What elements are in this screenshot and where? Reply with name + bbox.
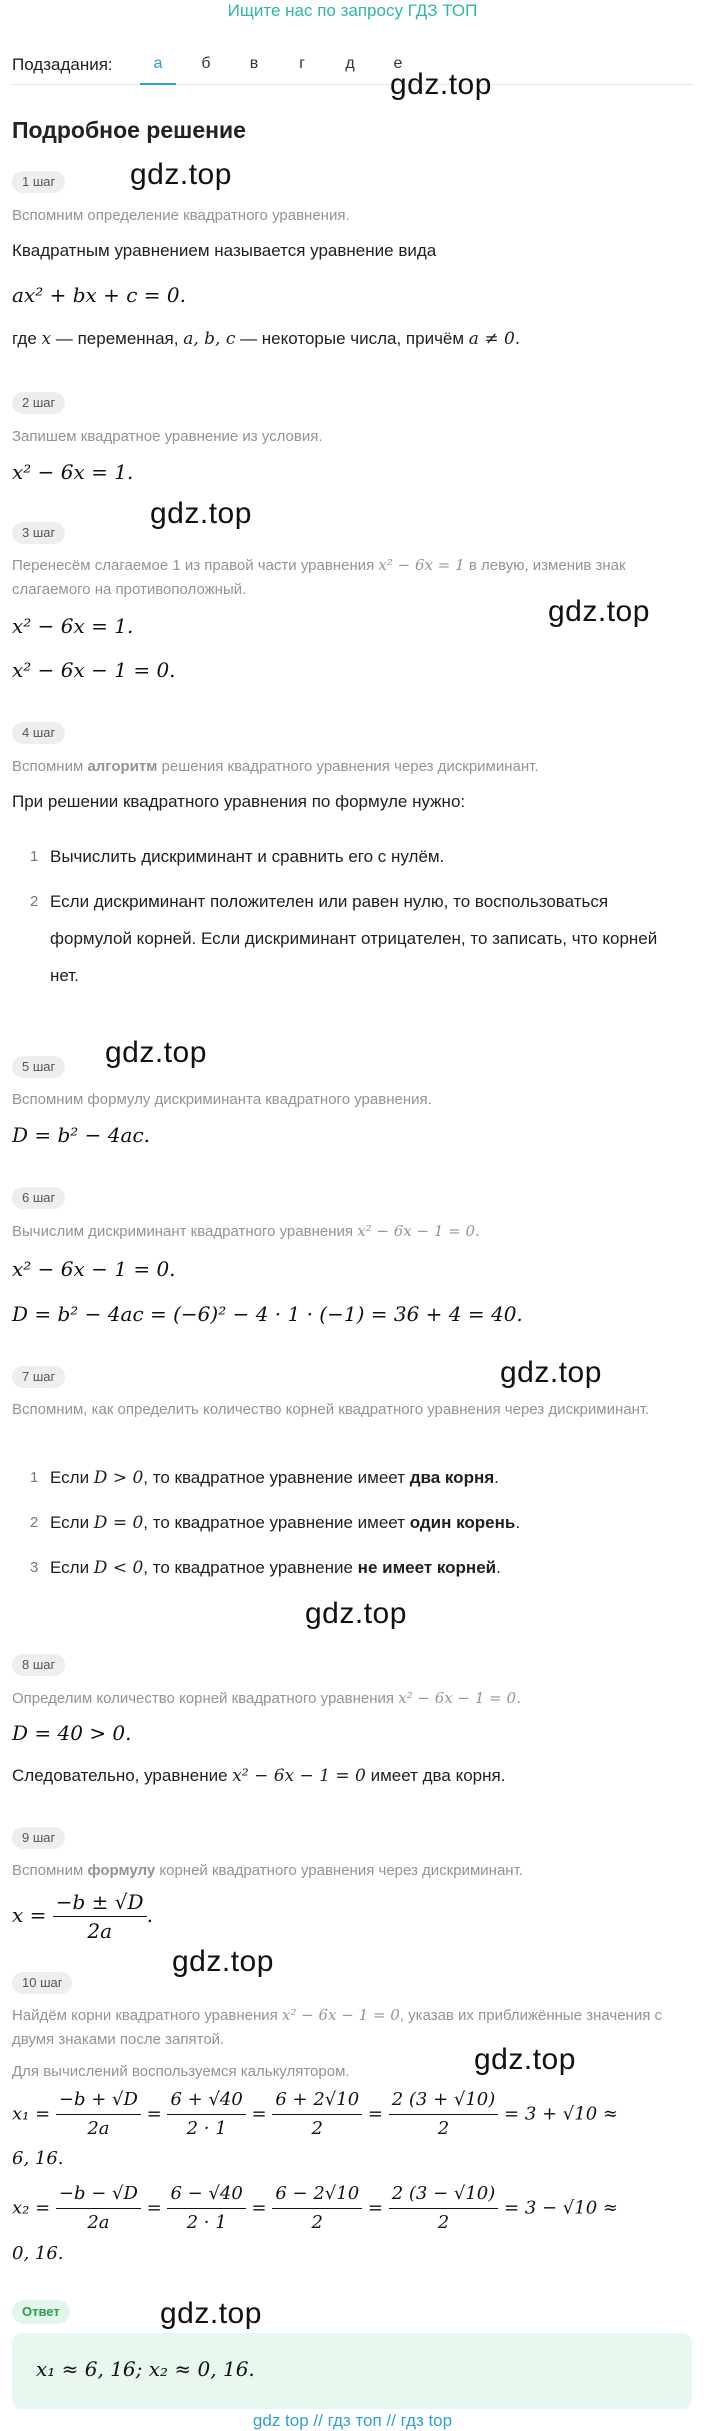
watermark: gdz.top: [105, 1036, 207, 1069]
watermark: gdz.top: [548, 595, 650, 628]
list-number: 3: [30, 1559, 39, 1576]
answer-text: x₁ ≈ 6, 16; x₂ ≈ 0, 16.: [36, 2357, 255, 2381]
step-pill: 3 шаг: [12, 522, 65, 544]
tab-g[interactable]: г: [299, 55, 305, 72]
list-item: Вычислить дискриминант и сравнить его с нулём.: [50, 847, 445, 866]
watermark: gdz.top: [160, 2297, 262, 2330]
list-number: 1: [30, 1469, 39, 1486]
step-text: где x — переменная, a, b, c — некоторые числа, причём a ≠ 0.: [12, 329, 521, 349]
formula: D = 40 > 0.: [12, 1721, 132, 1745]
step-hint: Запишем квадратное уравнение из условия.: [12, 428, 323, 445]
tab-b[interactable]: б: [201, 55, 211, 72]
step-pill: 7 шаг: [12, 1366, 65, 1388]
root-x2-value: 0, 16.: [12, 2243, 64, 2264]
list-item: Если D > 0, то квадратное уравнение имеет два корня.: [50, 1468, 499, 1488]
step-hint: Вспомним, как определить количество корней квадратного уравнения через дискриминант.: [12, 1401, 650, 1418]
tab-e[interactable]: е: [393, 55, 403, 72]
step-pill: 8 шаг: [12, 1654, 65, 1676]
step-text: Квадратным уравнением называется уравнение вида: [12, 241, 437, 260]
formula: x² − 6x = 1.: [12, 614, 134, 638]
list-item: Если дискриминант положителен или равен нулю, то воспользоваться формулой корней. Если дискриминант отрицателен, то записать, что корней нет.: [50, 892, 658, 985]
watermark: gdz.top: [130, 158, 232, 191]
watermark: gdz.top: [500, 1356, 602, 1389]
step-hint: Для вычислений воспользуемся калькулятором.: [12, 2063, 350, 2080]
root-x1: x₁ = $\frac{-b + √D}{2a}$ = $\frac{6 + √40}{2 \cdot 1}$ = $\frac{6 + 2√10}{2}$ = $\frac{2 (3 + √10)}{2}$ = 3 + √10 ≈: [12, 2086, 692, 2143]
watermark: gdz.top: [390, 68, 492, 101]
formula: D = b² − 4ac.: [12, 1123, 151, 1147]
tab-a[interactable]: а: [140, 55, 176, 85]
watermark: gdz.top: [474, 2043, 576, 2076]
formula: x² − 6x = 1.: [12, 460, 134, 484]
list-item: Если D = 0, то квадратное уравнение имеет один корень.: [50, 1513, 521, 1533]
page-title: Подробное решение: [12, 117, 246, 143]
step-pill: 10 шаг: [12, 1972, 72, 1994]
step-hint: Вычислим дискриминант квадратного уравнения x² − 6x − 1 = 0.: [12, 1222, 480, 1240]
list-number: 2: [30, 893, 39, 910]
tab-d[interactable]: д: [345, 55, 355, 72]
step-pill: 2 шаг: [12, 392, 65, 414]
step-hint: Вспомним формулу корней квадратного уравнения через дискриминант.: [12, 1862, 523, 1879]
step-pill: 4 шаг: [12, 722, 65, 744]
watermark: gdz.top: [305, 1597, 407, 1630]
tab-v[interactable]: в: [249, 55, 259, 72]
root-x2: x₂ = $\frac{-b - √D}{2a}$ = $\frac{6 - √40}{2 \cdot 1}$ = $\frac{6 - 2√10}{2}$ = $\frac{2 (3 - √10)}{2}$ = 3 − √10 ≈: [12, 2180, 692, 2237]
list-item: Если D < 0, то квадратное уравнение не имеет корней.: [50, 1558, 501, 1578]
answer-box: [12, 2333, 692, 2409]
footer-links[interactable]: gdz top // гдз топ // гдз top: [252, 2411, 453, 2430]
step-text: Следовательно, уравнение x² − 6x − 1 = 0 имеет два корня.: [12, 1766, 506, 1786]
formula: x² − 6x − 1 = 0.: [12, 1257, 176, 1281]
formula: ax² + bx + c = 0.: [12, 283, 187, 307]
step-hint: Вспомним формулу дискриминанта квадратного уравнения.: [12, 1091, 432, 1108]
step-hint: Перенесём слагаемое 1 из правой части уравнения x² − 6x = 1 в левую, изменив знак слагаемого на противоположный.: [12, 556, 626, 598]
root-x1-value: 6, 16.: [12, 2148, 64, 2169]
promo-banner[interactable]: Ищите нас по запросу ГДЗ ТОП: [227, 1, 478, 20]
watermark: gdz.top: [172, 1945, 274, 1978]
step-hint: Найдём корни квадратного уравнения x² − 6x − 1 = 0, указав их приближённые значения с двумя знаками после запятой.: [12, 2006, 663, 2048]
root-formula: x = $\frac{-b \pm √D}{2a}$ .: [12, 1890, 153, 1943]
subtasks-label: Подзадания:: [12, 55, 113, 74]
answer-pill: Ответ: [12, 2300, 70, 2324]
list-number: 2: [30, 1514, 39, 1531]
step-hint: Вспомним алгоритм решения квадратного уравнения через дискриминант.: [12, 758, 539, 775]
formula: x² − 6x − 1 = 0.: [12, 658, 176, 682]
step-pill: 9 шаг: [12, 1827, 65, 1849]
step-hint: Определим количество корней квадратного уравнения x² − 6x − 1 = 0.: [12, 1689, 521, 1707]
step-pill: 6 шаг: [12, 1187, 65, 1209]
step-pill: 1 шаг: [12, 171, 65, 193]
subtasks-bar: [12, 50, 694, 85]
formula: D = b² − 4ac = (−6)² − 4 · 1 · (−1) = 36 + 4 = 40.: [12, 1302, 523, 1326]
step-pill: 5 шаг: [12, 1056, 65, 1078]
step-text: При решении квадратного уравнения по формуле нужно:: [12, 792, 466, 811]
step-hint: Вспомним определение квадратного уравнения.: [12, 207, 350, 224]
list-number: 1: [30, 848, 39, 865]
watermark: gdz.top: [150, 497, 252, 530]
